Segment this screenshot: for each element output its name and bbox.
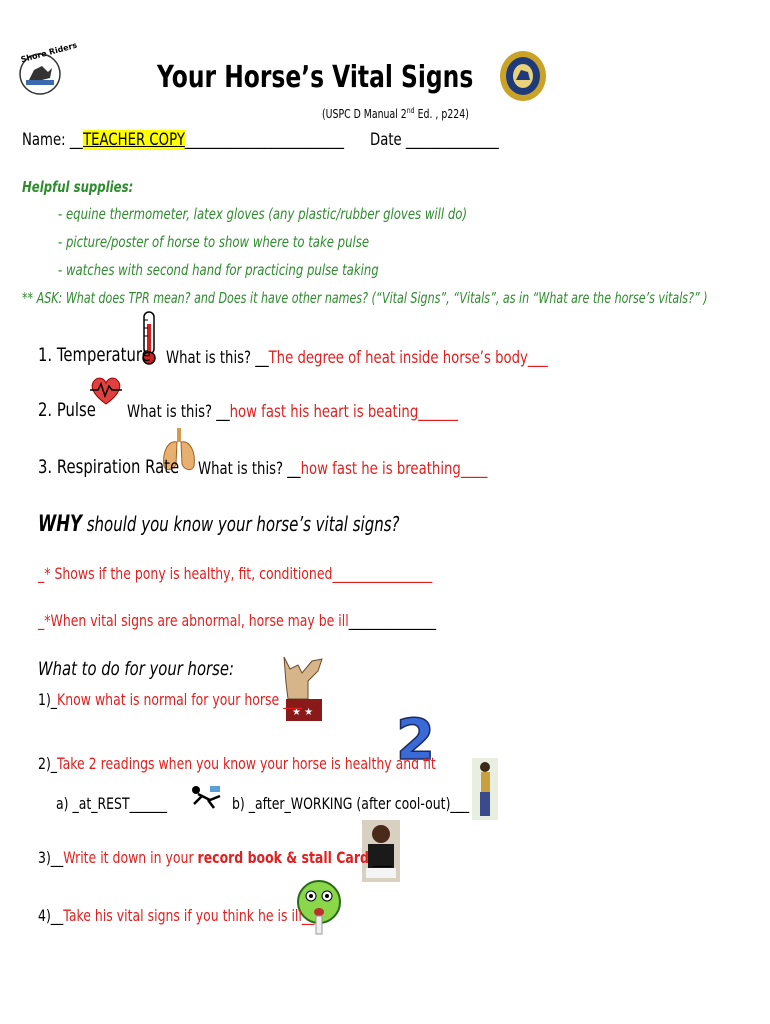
step-2b: b) _after_WORKING (after cool-out)___: [232, 794, 470, 813]
subtitle: (USPC D Manual 2nd Ed. , p224): [322, 106, 469, 121]
number-two-icon: 2: [396, 708, 435, 773]
name-label: Name: __: [22, 130, 84, 150]
vital-temperature-row: What is this? __The degree of heat inside horse’s body___: [166, 348, 548, 368]
vital-temperature-label: 1. Temperature: [38, 344, 151, 366]
svg-text:★ ★: ★ ★: [292, 707, 314, 718]
step-3: 3)__Write it down in your record book & stall Card ___: [38, 848, 392, 867]
supply-item: - watches with second hand for practicing pulse taking: [58, 261, 379, 279]
page-title: Your Horse’s Vital Signs: [157, 60, 474, 95]
step-2a: a) _at_REST______: [56, 794, 168, 813]
step-1: 1)_Know what is normal for your horse ___: [38, 690, 302, 709]
date-blank: ______________: [405, 130, 499, 150]
uspc-seal: [498, 50, 548, 102]
supply-item: - equine thermometer, latex gloves (any plastic/rubber gloves will do): [58, 205, 468, 223]
vital-pulse-label: 2. Pulse: [38, 399, 96, 421]
vital-pulse-row: What is this? __how fast his heart is beating______: [127, 402, 459, 422]
vital-respiration-row: What is this? __how fast he is breathing____: [198, 459, 488, 479]
why-line-2: _*When vital signs are abnormal, horse may be ill______________: [38, 611, 437, 630]
why-line-1: _* Shows if the pony is healthy, fit, conditioned________________: [38, 564, 433, 583]
step-2: 2)_Take 2 readings when you know your horse is healthy and fit: [38, 754, 436, 773]
logo-text: Shore Riders: [19, 40, 79, 65]
vital-respiration-label: 3. Respiration Rate: [38, 456, 180, 478]
supplies-heading: Helpful supplies:: [22, 178, 134, 196]
step-4: 4)__Take his vital signs if you think he is ill__: [38, 906, 315, 925]
date-label: Date: [370, 130, 402, 150]
club-logo: [14, 40, 79, 96]
supply-item: - picture/poster of horse to show where to take pulse: [58, 233, 370, 251]
why-heading: WHY should you know your horse’s vital signs?: [38, 512, 400, 537]
resting-figure-icon: [188, 782, 224, 810]
name-blank: ________________________: [184, 130, 345, 150]
ask-line: ** ASK: What does TPR mean? and Does it have other names? (“Vital Signs”, “Vitals”, as in “What are the horse’s vitals?” ): [22, 289, 708, 307]
date-line: [370, 130, 535, 150]
name-value: TEACHER COPY: [83, 130, 185, 150]
todo-heading: What to do for your horse:: [38, 658, 234, 680]
